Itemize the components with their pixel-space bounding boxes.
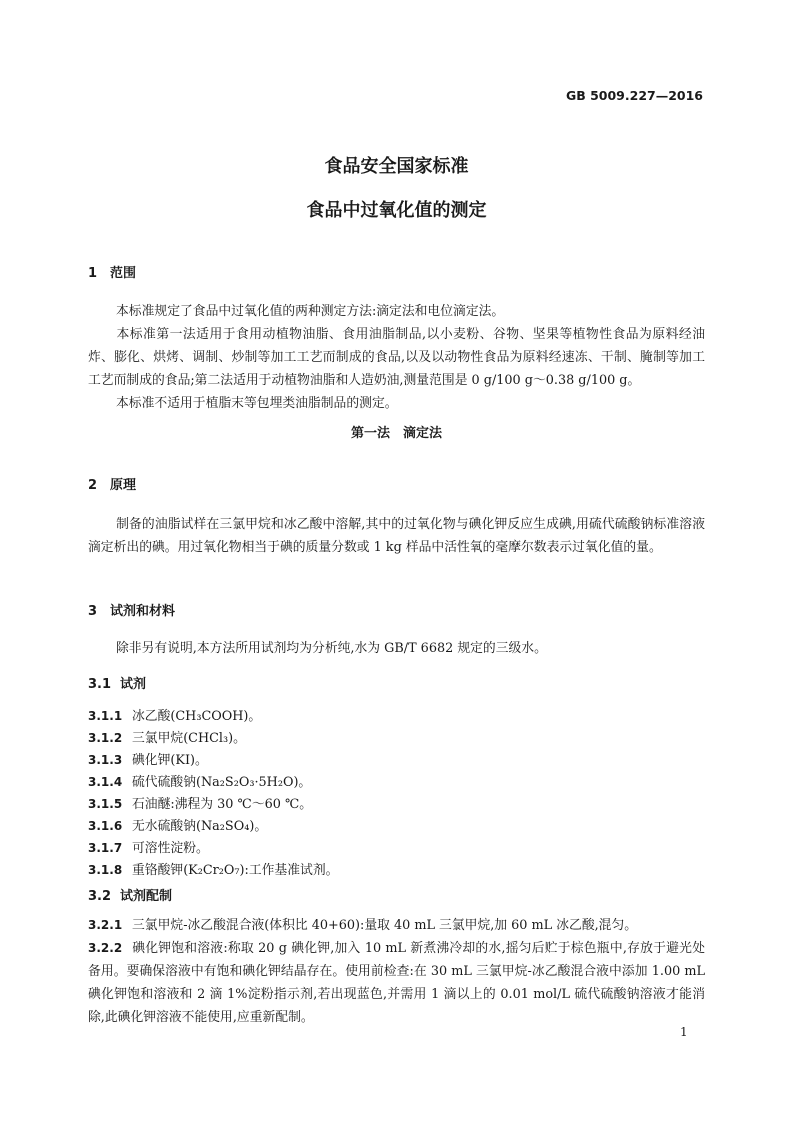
section-1-heading <box>88 262 136 281</box>
section-title: 范围 <box>110 266 137 281</box>
reagent-item: 3.1.7 可溶性淀粉。 <box>88 841 209 856</box>
standard-code: GB 5009.227—2016 <box>565 88 703 103</box>
section-number: 3 <box>88 604 98 619</box>
method-1-title: 第一法 滴定法 <box>350 426 442 441</box>
reagent-item: 3.1.2 三氯甲烷(CHCl₃)。 <box>88 731 246 746</box>
section-3-2-heading <box>88 885 172 904</box>
section-1-paragraph-1: 本标准规定了食品中过氧化值的两种测定方法:滴定法和电位滴定法。 <box>116 304 505 319</box>
preparation-item-3-2-1: 3.2.1 三氯甲烷-冰乙酸混合液(体积比 40+60):量取 40 mL 三氯甲烷,加 60 mL 冰乙酸,混匀。 <box>88 914 705 937</box>
section-1-paragraph-2: 本标准第一法适用于食用动植物油脂、食用油脂制品,以小麦粉、谷物、坚果等植物性食品为原料经油炸、膨化、烘烤、调制、炒制等加工工艺而制成的食品,以及以动物性食品为原料经速冻、干制、腌制等加工工艺而制成的食品;第二法适用于动植物油脂和人造奶油,测量范围是 0 g/100 g～0.38 g/100 g。 <box>88 327 705 388</box>
section-title: 原理 <box>110 478 137 493</box>
item-number: 3.2.2 <box>88 941 123 955</box>
section-1-paragraph-3: 本标准不适用于植脂末等包埋类油脂制品的测定。 <box>116 396 398 411</box>
reagent-item: 3.1.3 碘化钾(KI)。 <box>88 753 208 768</box>
reagent-item: 3.1.6 无水硫酸钠(Na₂SO₄)。 <box>88 819 268 834</box>
section-3-1-heading <box>88 673 146 692</box>
reagent-item: 3.1.1 冰乙酸(CH₃COOH)。 <box>88 709 262 724</box>
reagent-item: 3.1.4 硫代硫酸钠(Na₂S₂O₃·5H₂O)。 <box>88 775 312 790</box>
section-number: 3.1 <box>88 677 112 692</box>
section-title: 试剂配制 <box>120 889 173 904</box>
sub-title: 食品中过氧化值的测定 <box>306 200 487 221</box>
section-3-heading <box>88 600 175 619</box>
preparation-item-3-2-2: 3.2.2 碘化钾饱和溶液:称取 20 g 碘化钾,加入 10 mL 新煮沸冷却的水,摇匀后贮于棕色瓶中,存放于避光处备用。要确保溶液中有饱和碘化钾结晶存在。使用前检查:在 30 mL 三氯甲烷-冰乙酸混合液中添加 1.00 mL 碘化钾饱和溶液和 2 滴 1%淀粉指示剂,若出现蓝色,并需用 1 滴以上的 0.01 mol/L 硫代硫酸钠溶液才能消除,此碘化钾溶液不能使用,应重新配制。 <box>88 937 705 1029</box>
section-2-paragraph: 制备的油脂试样在三氯甲烷和冰乙酸中溶解,其中的过氧化物与碘化钾反应生成碘,用硫代硫酸钠标准溶液滴定析出的碘。用过氧化物相当于碘的质量分数或 1 kg 样品中活性氧的毫摩尔数表示过氧化值的量。 <box>88 517 705 555</box>
section-number: 2 <box>88 478 98 493</box>
reagent-item: 3.1.8 重铬酸钾(K₂Cr₂O₇):工作基准试剂。 <box>88 863 339 878</box>
section-2-heading <box>88 474 136 493</box>
item-number: 3.2.1 <box>88 918 123 932</box>
main-title: 食品安全国家标准 <box>324 156 469 177</box>
reagent-item: 3.1.5 石油醚:沸程为 30 ℃～60 ℃。 <box>88 797 313 812</box>
section-number: 1 <box>88 266 98 281</box>
section-3-paragraph: 除非另有说明,本方法所用试剂均为分析纯,水为 GB/T 6682 规定的三级水。 <box>116 641 547 656</box>
page-number: 1 <box>680 1025 688 1039</box>
section-number: 3.2 <box>88 889 112 904</box>
section-title: 试剂 <box>120 677 147 692</box>
section-title: 试剂和材料 <box>110 604 176 619</box>
